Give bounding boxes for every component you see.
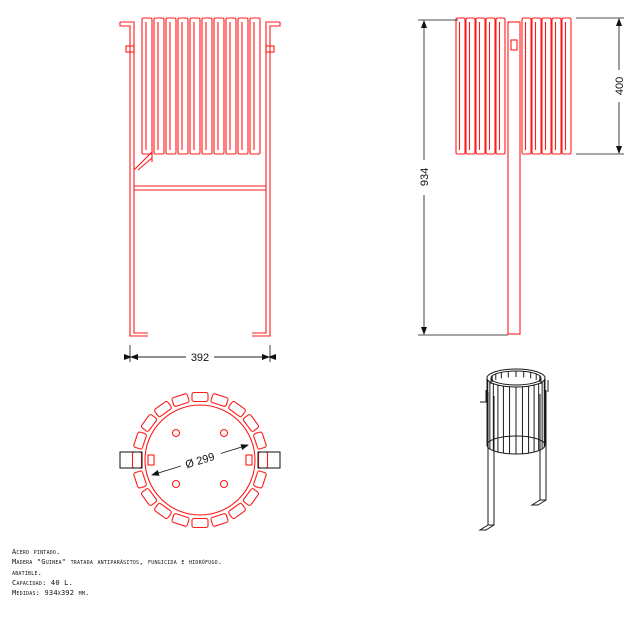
front-slat	[154, 18, 164, 154]
side-slat	[552, 18, 561, 154]
side-slat	[476, 18, 485, 154]
side-slat	[496, 18, 505, 154]
front-slat	[166, 18, 176, 154]
side-slat	[522, 18, 531, 154]
front-slat	[190, 18, 200, 154]
product-notes	[12, 547, 222, 598]
total-height-dimension-label: 934	[419, 167, 431, 187]
top-slat	[259, 452, 268, 468]
front-slat	[202, 18, 212, 154]
note-tilting: abatible.	[12, 568, 43, 577]
isometric-basket-slats	[487, 371, 545, 454]
isometric-view	[480, 369, 548, 530]
note-measurements: Medidas: 934x392 mm.	[12, 589, 90, 598]
front-slat	[250, 18, 260, 154]
side-slat	[532, 18, 541, 154]
front-slat	[142, 18, 152, 154]
note-material-wood: Madera "Guinea" tratada antiparásitos, fungicida e hidrófugo.	[12, 558, 223, 567]
basket-height-dimension-label: 400	[614, 76, 626, 96]
top-slat	[172, 393, 190, 407]
side-basket-slats	[456, 18, 571, 154]
side-slat	[486, 18, 495, 154]
top-slat	[253, 432, 267, 450]
front-basket-slats	[142, 18, 260, 154]
top-slat	[172, 513, 190, 527]
front-view	[120, 18, 280, 336]
side-view	[456, 18, 571, 334]
top-slat	[192, 393, 208, 402]
width-dimension-label: 392	[190, 352, 210, 364]
side-slat	[562, 18, 571, 154]
top-slat	[210, 513, 228, 527]
front-slat	[238, 18, 248, 154]
side-slat	[542, 18, 551, 154]
front-slat	[178, 18, 188, 154]
top-slat	[253, 470, 267, 488]
top-slat	[133, 432, 147, 450]
side-slat	[466, 18, 475, 154]
front-slat	[214, 18, 224, 154]
top-slat	[192, 519, 208, 528]
top-slat	[133, 470, 147, 488]
note-capacity: Capacidad: 40 L.	[12, 578, 73, 587]
side-slat	[456, 18, 465, 154]
top-slat	[210, 393, 228, 407]
note-material-steel: Acero pintado.	[12, 548, 61, 556]
diameter-dimension-label: Ø 299	[184, 451, 217, 472]
front-slat	[226, 18, 236, 154]
top-slat	[133, 452, 142, 468]
